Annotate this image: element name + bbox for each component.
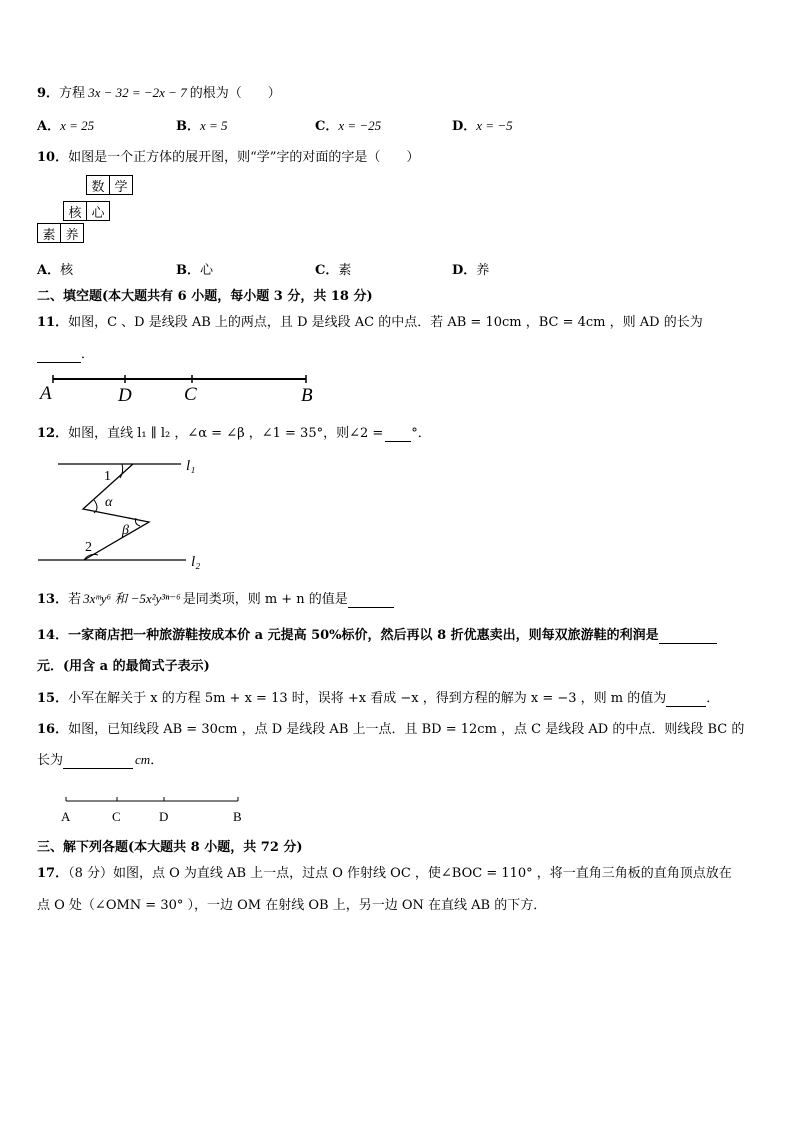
q15-answer-blank[interactable] (666, 691, 706, 707)
q17-line1: 17．（8 分）如图，点 O 为直线 AB 上一点，过点 O 作射线 OC ，使∠BOC = 110° ，将一直角三角板的直角顶点放在 (37, 866, 732, 881)
cube-net-figure (37, 175, 137, 245)
q14-stem: 14．一家商店把一种旅游鞋按成本价 a 元提高 50%标价，然后再以 8 折优惠卖出，则每双旅游鞋的利润是 (37, 624, 717, 644)
q14-answer-blank[interactable] (659, 628, 717, 644)
section-fill-in-heading: 二、填空题(本大题共有 6 小题，每小题 3 分，共 18 分) (37, 289, 373, 304)
q16-line2: 长为 cm． (37, 752, 164, 768)
point-label-b: B (233, 809, 242, 824)
q16-answer-blank[interactable] (63, 753, 133, 769)
zigzag-path (83, 464, 149, 560)
q16-segment-figure (56, 795, 256, 827)
q10-option-a: A．核 (37, 263, 74, 278)
q12-parallel-lines-figure (36, 452, 216, 572)
net-cell-su: 素 (37, 223, 61, 243)
net-cell-xue: 学 (109, 175, 133, 195)
net-cell-shu: 数 (86, 175, 110, 195)
q11-answer-blank[interactable] (37, 347, 81, 363)
q14-line2: 元．(用含 a 的最简式子表示) (37, 659, 210, 674)
net-cell-yang: 养 (60, 223, 84, 243)
net-cell-xin: 心 (86, 201, 110, 221)
q11-answer-line: ． (37, 343, 94, 363)
label-angle-2: 2 (85, 540, 92, 555)
net-cell-he: 核 (63, 201, 87, 221)
q12-answer-blank[interactable] (385, 426, 411, 442)
q10-option-b: B．心 (176, 263, 214, 278)
q11-stem: 11．如图，C 、D 是线段 AB 上的两点，且 D 是线段 AC 的中点．若 AB = 10cm ，BC = 4cm ，则 AD 的长为 (37, 315, 703, 330)
point-label-d: D (159, 809, 169, 824)
q10-option-d: D．养 (452, 263, 490, 278)
label-l2: l₂ (191, 554, 201, 570)
point-label-a: A (61, 809, 71, 824)
q13-stem: 13．若 3xᵐy⁶ 和 −5x²y³ⁿ⁻⁶ 是同类项，则 m + n 的值是 (37, 588, 394, 608)
q10-option-c: C．素 (315, 263, 352, 278)
q10-number: 10． (37, 150, 69, 165)
section-solve-heading: 三、解下列各题(本大题共 8 小题，共 72 分) (37, 840, 303, 855)
q9-option-b: B．x = 5 (176, 118, 228, 134)
q9-stem (37, 82, 281, 101)
label-l1: l₁ (186, 458, 196, 474)
point-label-a: A (40, 383, 52, 404)
q13-expression: 3xᵐy⁶ 和 −5x²y³ⁿ⁻⁶ (83, 591, 181, 606)
label-alpha: α (105, 495, 113, 510)
label-beta: β (122, 523, 129, 538)
q16-stem: 16．如图，已知线段 AB = 30cm ，点 D 是线段 AB 上一点．且 BD = 12cm ，点 C 是线段 AD 的中点．则线段 BC 的 (37, 722, 745, 737)
q9-option-c: C．x = −25 (315, 118, 382, 134)
label-angle-1: 1 (104, 469, 111, 484)
q9-option-d: D．x = −5 (452, 118, 513, 134)
q9-number: 9． (37, 86, 60, 101)
q12-stem: 12．如图，直线 l₁ ∥ l₂ ，∠α = ∠β ，∠1 = 35°，则∠2 = °． (37, 426, 431, 441)
q9-stem-a: 方程 (59, 86, 86, 101)
q10-stem: 10．如图是一个正方体的展开图，则“学”字的对面的字是（ ） (37, 150, 420, 165)
q15-stem: 15．小军在解关于 x 的方程 5m + x = 13 时，误将 +x 看成 −x ，得到方程的解为 x = −3 ，则 m 的值为 ． (37, 691, 720, 706)
q11-segment-figure (36, 370, 326, 404)
point-label-b: B (301, 385, 313, 404)
point-label-c: C (112, 809, 121, 824)
q13-answer-blank[interactable] (348, 592, 394, 608)
q17-line2: 点 O 处（∠OMN = 30° ），一边 OM 在射线 OB 上，另一边 ON 在直线 AB 的下方． (37, 898, 547, 913)
point-label-c: C (184, 384, 197, 404)
q9-option-a: A．x = 25 (37, 118, 95, 134)
point-label-d: D (118, 385, 132, 404)
q9-stem-b: 的根为（ ） (189, 86, 281, 101)
q9-equation: 3x − 32 = −2x − 7 (88, 85, 187, 100)
